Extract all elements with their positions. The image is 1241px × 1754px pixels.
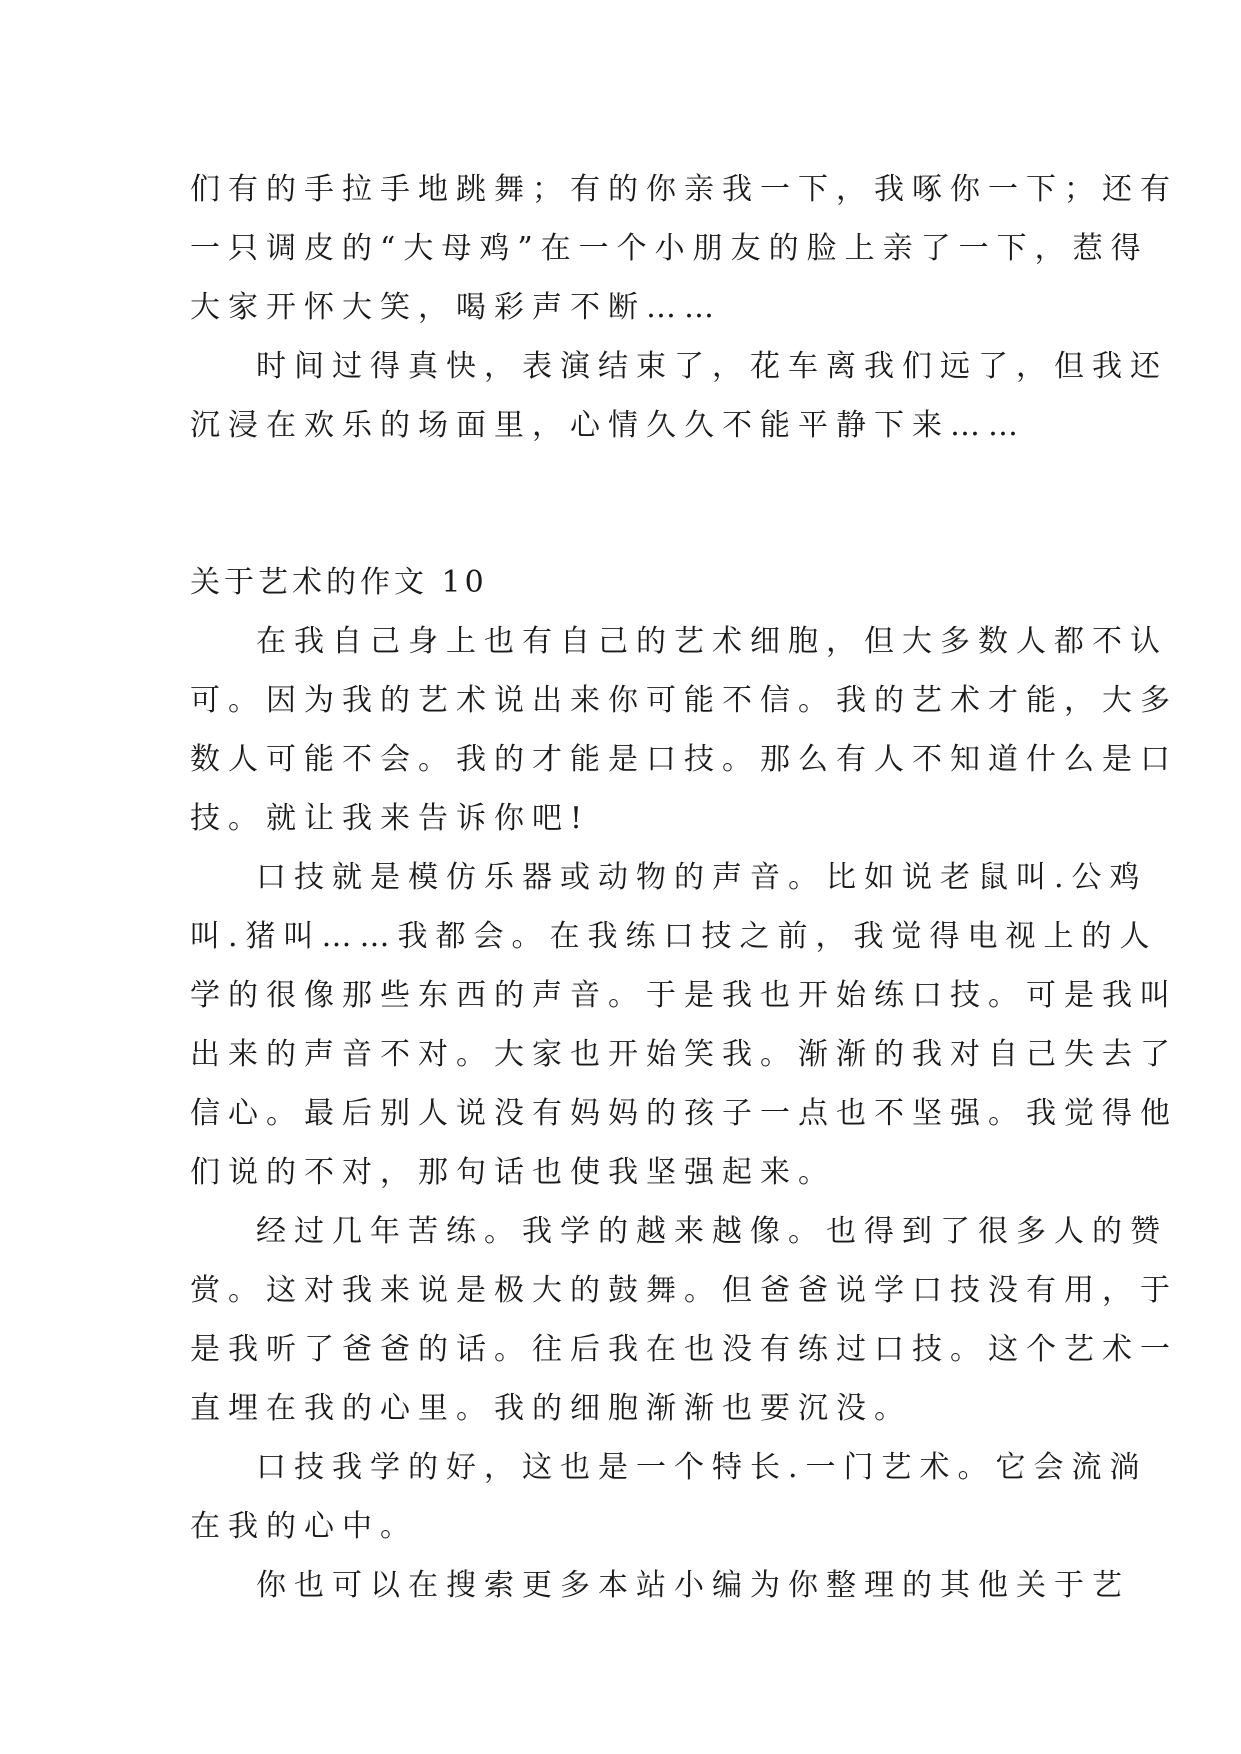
paragraph-line: 在我的心中。: [190, 1509, 418, 1544]
paragraph-line: 们有的手拉手地跳舞；有的你亲我一下，我啄你一下；还有: [190, 172, 1178, 207]
previous-essay-ending: [190, 160, 1178, 455]
essay-title: 关于艺术的作文 10: [190, 565, 488, 600]
paragraph-line: 在我自己身上也有自己的艺术细胞，但大多数人都不认: [256, 624, 1168, 659]
paragraph-line: 直埋在我的心里。我的细胞渐渐也要沉没。: [190, 1391, 912, 1426]
paragraph-line: 大家开怀大笑，喝彩声不断……: [190, 290, 722, 325]
paragraph-line: 们说的不对，那句话也使我坚强起来。: [190, 1155, 836, 1190]
paragraph-line: 一只调皮的“大母鸡”在一个小朋友的脸上亲了一下，惹得: [190, 231, 1149, 266]
paragraph-line: 口技就是模仿乐器或动物的声音。比如说老鼠叫.公鸡: [256, 860, 1148, 895]
paragraph-line: 技。就让我来告诉你吧!: [190, 801, 591, 836]
paragraph-line: 赏。这对我来说是极大的鼓舞。但爸爸说学口技没有用，于: [190, 1273, 1178, 1308]
paragraph-line: 学的很像那些东西的声音。于是我也开始练口技。可是我叫: [190, 978, 1178, 1013]
paragraph-line: 数人可能不会。我的才能是口技。那么有人不知道什么是口: [190, 742, 1178, 777]
paragraph-line: 信心。最后别人说没有妈妈的孩子一点也不坚强。我觉得他: [190, 1096, 1178, 1131]
paragraph-line: 是我听了爸爸的话。往后我在也没有练过口技。这个艺术一: [190, 1332, 1178, 1367]
paragraph-line: 可。因为我的艺术说出来你可能不信。我的艺术才能，大多: [190, 683, 1178, 718]
paragraph-line: 时间过得真快，表演结束了，花车离我们远了，但我还: [256, 349, 1168, 384]
paragraph-line: 沉浸在欢乐的场面里，心情久久不能平静下来……: [190, 408, 1026, 443]
paragraph-line: 经过几年苦练。我学的越来越像。也得到了很多人的赞: [256, 1214, 1168, 1249]
document-page: [190, 160, 1178, 1615]
essay-body: [190, 612, 1178, 1615]
paragraph-line: 叫.猪叫……我都会。在我练口技之前，我觉得电视上的人: [190, 919, 1158, 954]
paragraph-line: 口技我学的好，这也是一个特长.一门艺术。它会流淌: [256, 1450, 1148, 1485]
paragraph-line: 你也可以在搜索更多本站小编为你整理的其他关于艺: [256, 1568, 1130, 1603]
paragraph-line: 出来的声音不对。大家也开始笑我。渐渐的我对自己失去了: [190, 1037, 1178, 1072]
